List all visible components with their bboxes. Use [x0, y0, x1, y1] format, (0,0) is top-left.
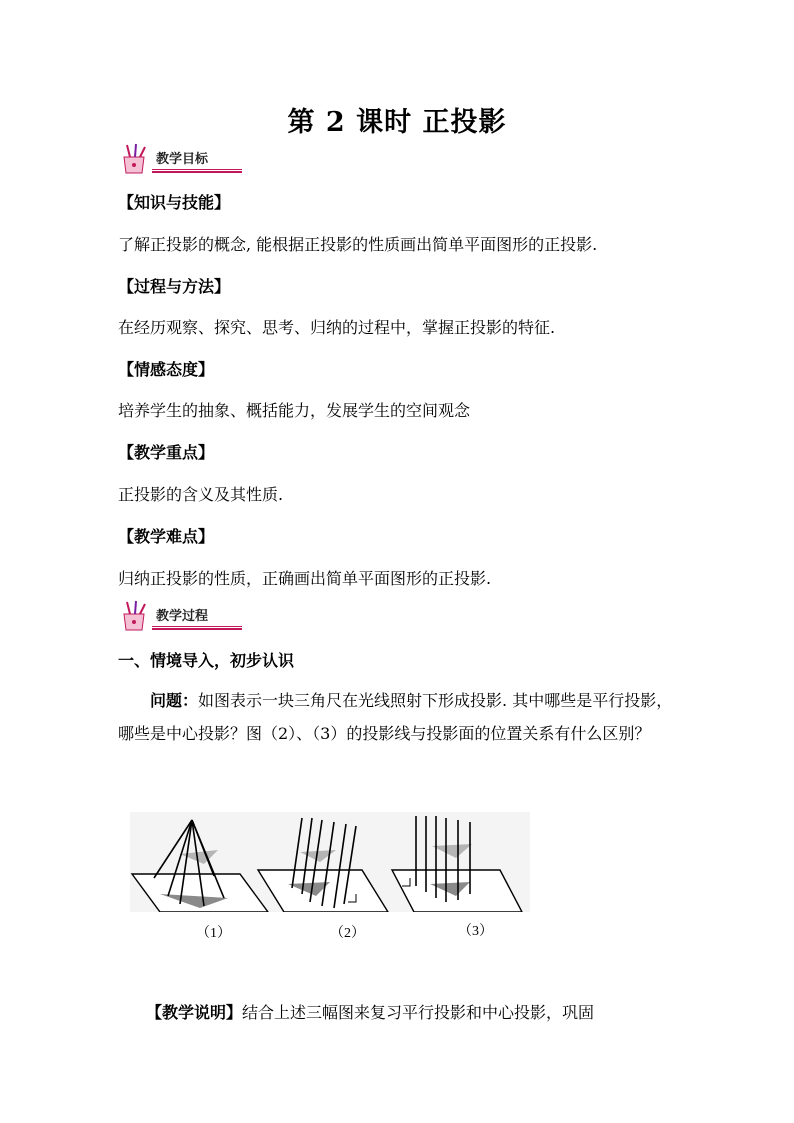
section-banner-process: [118, 600, 242, 632]
banner-rule: [152, 169, 242, 170]
pencil-cup-icon: [118, 600, 154, 632]
emotion-heading: 【情感态度】: [118, 360, 215, 379]
part1-heading: 一、情境导入，初步认识: [118, 651, 295, 670]
figure-caption-3: （3）: [458, 924, 493, 939]
banner-rule: [152, 171, 242, 173]
question-label: 问题：: [150, 691, 199, 710]
projection-figure: [130, 812, 530, 912]
note-text: 结合上述三幅图来复习平行投影和中心投影，巩固: [242, 1003, 595, 1022]
banner-process-label: 教学过程: [156, 609, 209, 624]
note-label: 【教学说明】: [146, 1003, 243, 1022]
process-text: 在经历观察、探究、思考、归纳的过程中，掌握正投影的特征.: [118, 318, 556, 337]
knowledge-text: 了解正投影的概念, 能根据正投影的性质画出简单平面图形的正投影.: [118, 235, 598, 254]
figure-caption-1: （1）: [196, 926, 231, 941]
figure-caption-2: （2）: [330, 926, 365, 941]
difficulty-text: 归纳正投影的性质，正确画出简单平面图形的正投影.: [118, 569, 492, 588]
emotion-text: 培养学生的抽象、概括能力，发展学生的空间观念: [118, 401, 471, 420]
process-heading: 【过程与方法】: [118, 277, 231, 296]
banner-rule: [152, 626, 242, 627]
banner-rule: [152, 628, 242, 630]
question-text: 如图表示一块三角尺在光线照射下形成投影. 其中哪些是平行投影，哪些是中心投影？图（2）、（3）的投影线与投影面的位置关系有什么区别？: [118, 691, 673, 743]
note-paragraph: [118, 996, 688, 1029]
key-text: 正投影的含义及其性质.: [118, 485, 284, 504]
banner-goals-label: 教学目标: [156, 152, 209, 167]
key-heading: 【教学重点】: [118, 443, 215, 462]
section-banner-goals: [118, 143, 242, 175]
page-title: 第 2 课时 正投影: [287, 107, 507, 138]
knowledge-heading: 【知识与技能】: [118, 193, 231, 212]
pencil-cup-icon: [118, 143, 154, 175]
question-paragraph: [118, 684, 688, 750]
difficulty-heading: 【教学难点】: [118, 527, 215, 546]
